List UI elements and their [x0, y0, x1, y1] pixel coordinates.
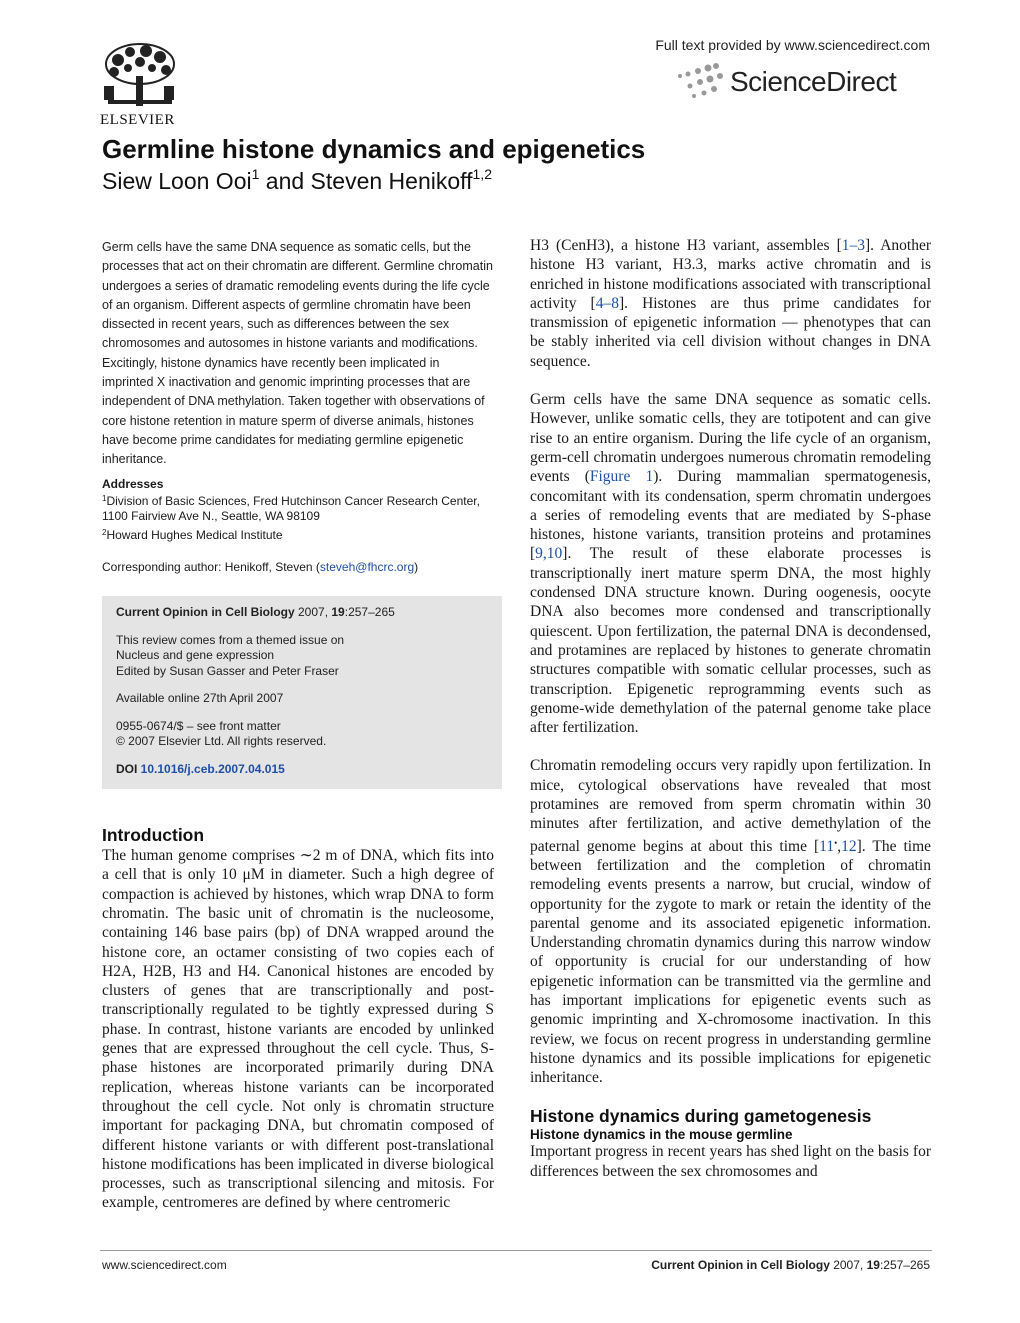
text-run: ]. Another histone H3 variant, H3.3, marks active chromatin and is enriched in histone modifications associated with transcriptional activity [ — [530, 237, 931, 312]
fulltext-note[interactable]: Full text provided by www.sciencedirect.com — [655, 37, 930, 53]
reference-link[interactable]: 4–8 — [595, 294, 619, 312]
journal-name: Current Opinion in Cell Biology — [116, 605, 295, 620]
sciencedirect-brand: ScienceDirect — [730, 66, 897, 97]
author-name: Siew Loon Ooi — [102, 168, 252, 194]
footer-year: 2007, — [829, 1258, 867, 1272]
corresponding-author — [102, 560, 494, 574]
section-heading-gametogenesis: Histone dynamics during gametogenesis — [530, 1106, 872, 1127]
email-link[interactable]: steveh@fhcrc.org — [319, 560, 415, 575]
reference-link[interactable]: 12 — [841, 837, 857, 855]
text-run: ]. Histones are thus prime candidates for transmission of epigenetic information — phenotypes that can be stably inherited via cell division without changes in DNA sequence. — [530, 294, 932, 370]
article-title: Germline histone dynamics and epigenetics — [102, 134, 646, 164]
author-conjunction: and — [259, 168, 311, 194]
author-affiliation-sup: 1,2 — [472, 166, 492, 182]
figure-link[interactable]: Figure 1 — [589, 468, 654, 486]
footer-pages: :257–265 — [879, 1258, 930, 1272]
text-run: ]. The result of these elaborate processes is transcriptionally inert mature sperm DNA, the most highly condensed DNA structure known. During oogenesis, oocyte DNA also becomes more condensed and transcriptionally quiescent. Upon fertilization, the paternal DNA is decondensed, and protamines are replaced by histones to generate chromatin structures compatible with somatic cellular processes, such as transcription. Epigenetic reprogramming events such as genome-wide demethylation of the paternal genome take place after fertilization. — [530, 545, 931, 737]
paragraph-germ-cells — [530, 390, 931, 737]
reference-bullet: • — [834, 837, 838, 848]
footer-website-link[interactable]: www.sciencedirect.com — [102, 1258, 227, 1272]
footer-divider — [100, 1250, 932, 1251]
author-list — [102, 166, 492, 195]
introduction-heading: Introduction — [102, 825, 205, 846]
text-run: ). During mammalian spermatogenesis, concomitant with its condensation, sperm chromatin undergoes a series of remodeling events that are mediated by S-phase histones, histone variants, transition proteins and protamines [ — [530, 468, 931, 563]
footer-journal: Current Opinion in Cell Biology — [651, 1258, 830, 1272]
text-run: H3 (CenH3), a histone H3 variant, assembles [ — [530, 237, 842, 254]
introduction-text: The human genome comprises ∼2 m of DNA, which fits into a cell that is only 10 μM in diameter. Such a high degree of compaction is achieved by histones, which wrap DNA to form chromatin. The basic unit of chromatin is the nucleosome, containing 146 base pairs (bp) of DNA wrapped around the histone core, an octamer consisting of two copies each of H2A, H2B, H3 and H4. Canonical histones are encoded by clusters of genes that are transcriptionally and post-transcriptionally regulated to be tightly expressed during S phase. In contrast, histone variants are encoded by unlinked genes that are expressed throughout the cell cycle. Thus, S-phase histones are incorporated primarily during DNA replication, whereas histone variants can be incorporated throughout the cell cycle. Not only is chromatin structure important for packaging DNA, but chromatin composed of different histone variants or with different post-translational histone modifications has been implicated in diverse biological processes, such as transcriptional silencing and mitosis. For example, centromeres are defined by where centromeric — [102, 847, 494, 1212]
address-sup: 1 — [102, 493, 107, 503]
subsection-heading-mouse: Histone dynamics in the mouse germline — [530, 1127, 793, 1143]
journal-year: 2007, — [294, 605, 332, 620]
author-name: Steven Henikoff — [310, 168, 473, 194]
issn: 0955-0674/$ – see front matter — [116, 718, 281, 733]
themed-line: Edited by Susan Gasser and Peter Fraser — [116, 663, 339, 678]
doi-link[interactable]: 10.1016/j.ceb.2007.04.015 — [140, 761, 285, 776]
available-online: Available online 27th April 2007 — [116, 691, 284, 706]
text-run: Germ cells have the same DNA sequence as somatic cells. However, unlike somatic cells, they are totipotent and can give rise to an entire organism. During the life cycle of an organism, germ-cell chromatin undergoes numerous chromatin remodeling events ( — [530, 391, 931, 486]
doi-label: DOI — [116, 761, 141, 776]
elsevier-wordmark: ELSEVIER — [100, 112, 175, 128]
addresses-heading: Addresses — [102, 476, 164, 491]
left-column — [102, 238, 494, 1213]
footer-volume: 19 — [866, 1258, 880, 1272]
elsevier-tree-icon — [100, 42, 180, 110]
citation-line — [116, 605, 488, 621]
address-sup: 2 — [102, 527, 107, 537]
sciencedirect-dots-icon — [668, 62, 728, 102]
footer-citation — [651, 1258, 930, 1272]
corresponding-close: ) — [414, 560, 419, 575]
text-run: , — [837, 837, 842, 855]
reference-link[interactable]: 11 — [819, 837, 835, 855]
copyright-note — [116, 719, 488, 750]
right-column — [530, 236, 931, 1181]
paragraph-chromatin-remodeling — [530, 756, 931, 1087]
address-2 — [102, 525, 494, 544]
themed-line: Nucleus and gene expression — [116, 648, 275, 663]
journal-pages: :257–265 — [344, 605, 395, 620]
address-text: Division of Basic Sciences, Fred Hutchinson Cancer Research Center, 1100 Fairview Ave N., Seattle, WA 98109 — [102, 493, 480, 524]
sciencedirect-logo[interactable] — [668, 62, 928, 102]
corresponding-label: Corresponding author: Henikoff, Steven ( — [102, 560, 320, 575]
address-1 — [102, 491, 494, 525]
paragraph-histone-variants — [530, 236, 931, 371]
address-text: Howard Hughes Medical Institute — [106, 527, 283, 542]
journal-volume: 19 — [331, 605, 345, 620]
paragraph-mouse-germline: Important progress in recent years has shed light on the basis for differences between the sex chromosomes and — [530, 1143, 931, 1180]
reference-link[interactable]: 1–3 — [841, 237, 865, 254]
themed-issue-note — [116, 633, 488, 680]
reference-link[interactable]: 9,10 — [535, 545, 563, 563]
copyright: © 2007 Elsevier Ltd. All rights reserved. — [116, 734, 327, 749]
author-affiliation-sup: 1 — [251, 166, 260, 182]
doi-line — [116, 762, 488, 778]
text-run: ]. The time between fertilization and the completion of chromatin remodeling events presents a narrow, but crucial, window of opportunity for the zygote to mark or retain the identity of the parental genome and its associated epigenetic information. Understanding chromatin dynamics during this narrow window of opportunity is crucial for our understanding of how epigenetic information can be transmitted via the germline and has important implications for epigenetic events such as genomic imprinting and X-chromosome inactivation. In this review, we focus on recent progress in understanding germline histone dynamics and its possible implications for epigenetic inheritance. — [530, 837, 931, 1087]
abstract: Germ cells have the same DNA sequence as somatic cells, but the processes that act on their chromatin are different. Germline chromatin undergoes a series of dramatic remodeling events during the life cycle of an organism. Different aspects of germline chromatin have been dissected in recent years, such as differences between the sex chromosomes and autosomes in histone variants and modifications. Excitingly, histone dynamics have recently been implicated in imprinted X inactivation and genomic imprinting processes that are independent of DNA methylation. Taken together with observations of core histone retention in mature sperm of diverse animals, histones have become prime candidates for mediating germline epigenetic inheritance. — [102, 240, 493, 467]
elsevier-logo — [100, 42, 182, 129]
article-info-box — [102, 596, 502, 789]
text-run: Chromatin remodeling occurs very rapidly upon fertilization. In mice, cytological observations have revealed that most protamines are removed from sperm chromatin within 30 minutes after fertilization, and active demethylation of the paternal genome begins at about this time [ — [530, 757, 931, 855]
themed-line: This review comes from a themed issue on — [116, 632, 345, 647]
